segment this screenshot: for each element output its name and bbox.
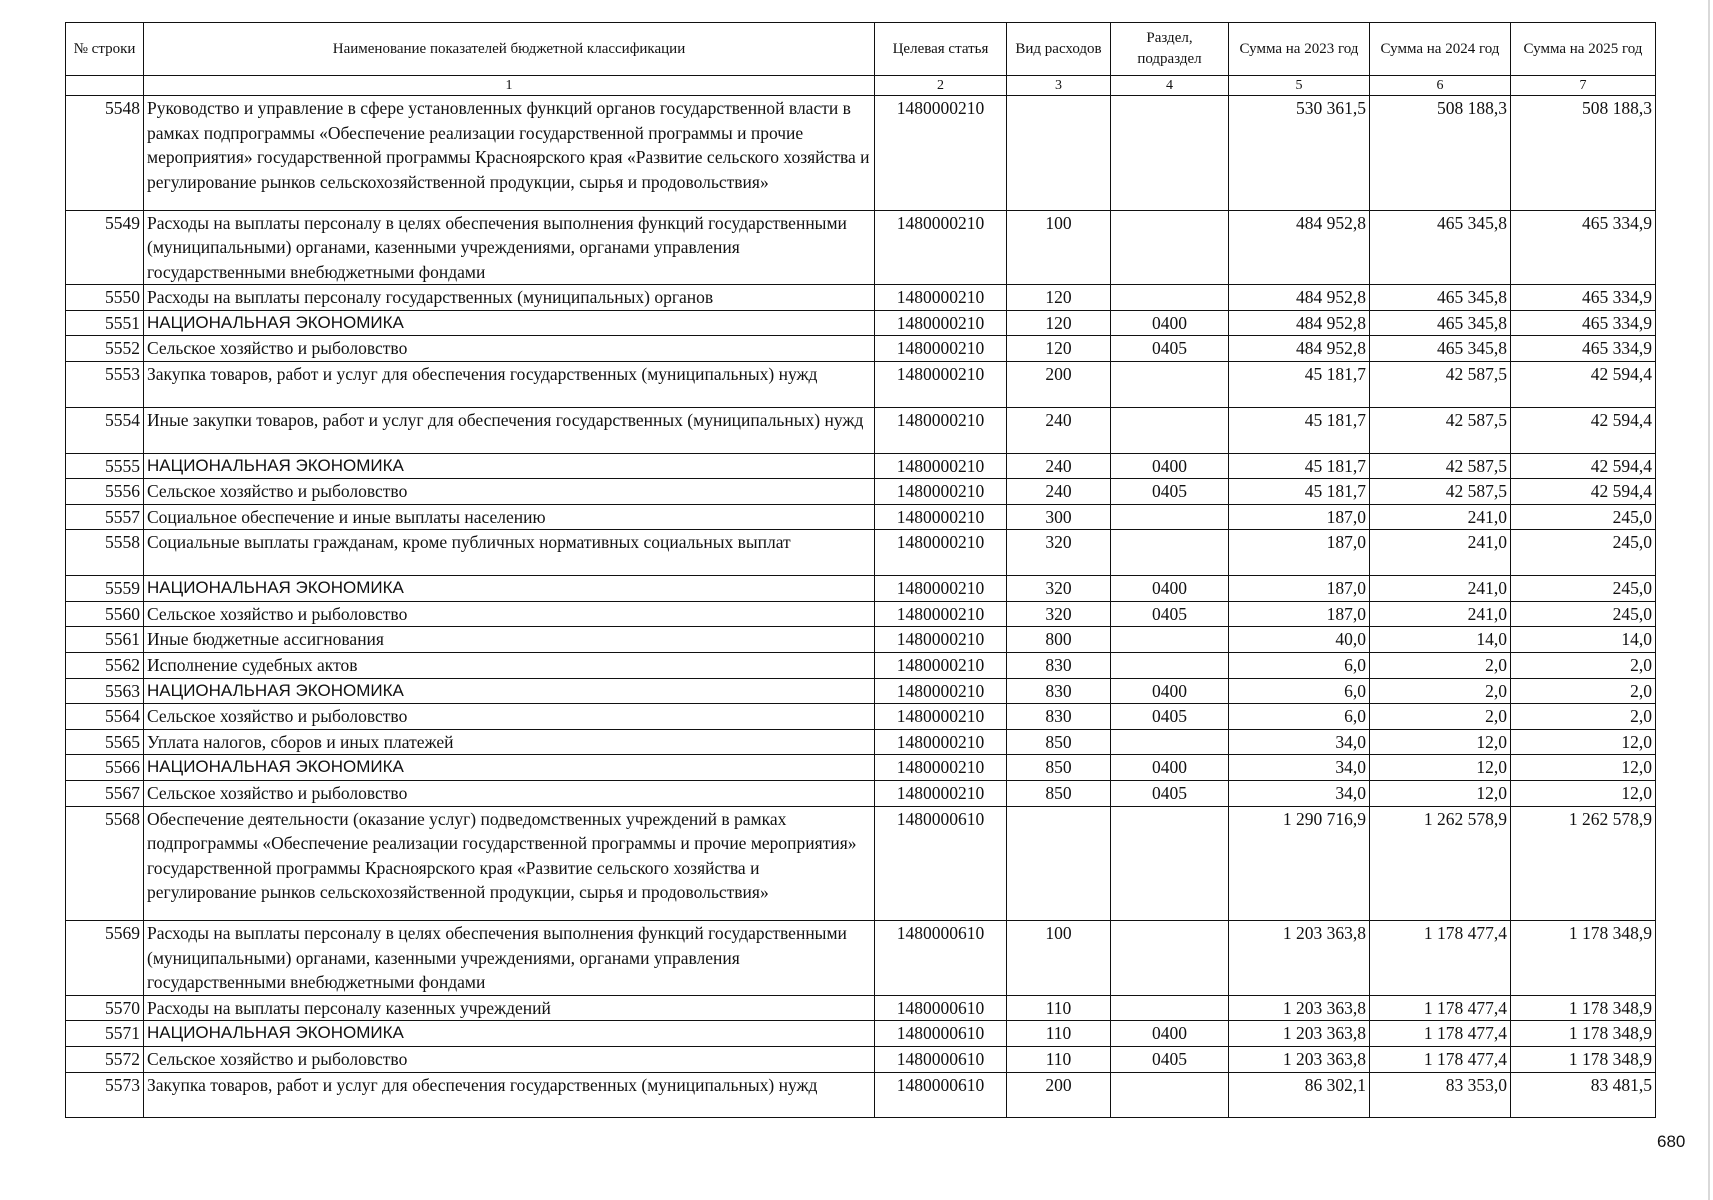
section-code (1111, 995, 1229, 1021)
indicator-name: НАЦИОНАЛЬНАЯ ЭКОНОМИКА (144, 576, 875, 602)
indicator-name: Уплата налогов, сборов и иных платежей (144, 729, 875, 755)
sum-2023: 484 952,8 (1229, 210, 1370, 285)
indicator-name: НАЦИОНАЛЬНАЯ ЭКОНОМИКА (144, 678, 875, 704)
section-code: 0400 (1111, 576, 1229, 602)
indicator-name: НАЦИОНАЛЬНАЯ ЭКОНОМИКА (144, 310, 875, 336)
expense-kind: 300 (1007, 504, 1111, 530)
section-code (1111, 806, 1229, 921)
table-row (66, 210, 1656, 285)
indicator-name: Расходы на выплаты персоналу в целях обеспечения выполнения функций государственными (муниципальными) органами, казенными учреждениями, органами управления государственными внебюджетными фондами (144, 210, 875, 285)
sum-2023: 34,0 (1229, 729, 1370, 755)
indicator-name: Иные бюджетные ассигнования (144, 627, 875, 653)
sum-2024: 465 345,8 (1370, 285, 1511, 311)
sum-2024: 42 587,5 (1370, 407, 1511, 453)
sum-2025: 12,0 (1511, 729, 1656, 755)
table-row (66, 285, 1656, 311)
row-number: 5561 (66, 627, 144, 653)
section-code: 0405 (1111, 704, 1229, 730)
sum-2023: 530 361,5 (1229, 96, 1370, 211)
sum-2023: 45 181,7 (1229, 407, 1370, 453)
section-code (1111, 653, 1229, 679)
sum-2025: 42 594,4 (1511, 479, 1656, 505)
header-expense-kind: Вид расходов (1007, 23, 1111, 76)
section-code (1111, 96, 1229, 211)
sum-2025: 245,0 (1511, 504, 1656, 530)
indicator-name: Сельское хозяйство и рыболовство (144, 336, 875, 362)
sum-2023: 6,0 (1229, 653, 1370, 679)
sum-2024: 2,0 (1370, 653, 1511, 679)
sum-2023: 45 181,7 (1229, 479, 1370, 505)
indicator-name: Социальное обеспечение и иные выплаты населению (144, 504, 875, 530)
sum-2023: 45 181,7 (1229, 362, 1370, 408)
target-article: 1480000210 (875, 576, 1007, 602)
row-number: 5558 (66, 530, 144, 576)
header-section: Раздел, подраздел (1111, 23, 1229, 76)
column-number-row (66, 76, 1656, 96)
row-number: 5568 (66, 806, 144, 921)
row-number: 5559 (66, 576, 144, 602)
target-article: 1480000210 (875, 453, 1007, 479)
table-row (66, 704, 1656, 730)
sum-2024: 12,0 (1370, 755, 1511, 781)
target-article: 1480000210 (875, 96, 1007, 211)
section-code (1111, 362, 1229, 408)
section-code: 0405 (1111, 336, 1229, 362)
target-article: 1480000210 (875, 310, 1007, 336)
row-number: 5549 (66, 210, 144, 285)
indicator-name: Сельское хозяйство и рыболовство (144, 704, 875, 730)
sum-2025: 1 178 348,9 (1511, 921, 1656, 996)
indicator-name: Расходы на выплаты персоналу в целях обеспечения выполнения функций государственными (муниципальными) органами, казенными учреждениями, органами управления государственными внебюджетными фондами (144, 921, 875, 996)
row-number: 5571 (66, 1021, 144, 1047)
target-article: 1480000610 (875, 921, 1007, 996)
indicator-name: Закупка товаров, работ и услуг для обеспечения государственных (муниципальных) нужд (144, 362, 875, 408)
row-number: 5562 (66, 653, 144, 679)
sum-2024: 465 345,8 (1370, 336, 1511, 362)
section-code: 0405 (1111, 780, 1229, 806)
section-code (1111, 1072, 1229, 1118)
expense-kind: 120 (1007, 310, 1111, 336)
sum-2025: 14,0 (1511, 627, 1656, 653)
row-number: 5564 (66, 704, 144, 730)
section-code (1111, 921, 1229, 996)
table-row (66, 453, 1656, 479)
expense-kind: 110 (1007, 1047, 1111, 1073)
indicator-name: Иные закупки товаров, работ и услуг для обеспечения государственных (муниципальных) нужд (144, 407, 875, 453)
row-number: 5550 (66, 285, 144, 311)
expense-kind (1007, 806, 1111, 921)
sum-2023: 34,0 (1229, 755, 1370, 781)
expense-kind: 320 (1007, 576, 1111, 602)
target-article: 1480000210 (875, 407, 1007, 453)
sum-2025: 12,0 (1511, 755, 1656, 781)
target-article: 1480000610 (875, 1021, 1007, 1047)
sum-2024: 1 178 477,4 (1370, 995, 1511, 1021)
table-row (66, 995, 1656, 1021)
sum-2023: 484 952,8 (1229, 310, 1370, 336)
row-number: 5565 (66, 729, 144, 755)
column-number: 4 (1111, 76, 1229, 96)
row-number: 5570 (66, 995, 144, 1021)
sum-2024: 241,0 (1370, 504, 1511, 530)
header-target-article: Целевая статья (875, 23, 1007, 76)
sum-2025: 1 178 348,9 (1511, 995, 1656, 1021)
section-code (1111, 729, 1229, 755)
indicator-name: Закупка товаров, работ и услуг для обеспечения государственных (муниципальных) нужд (144, 1072, 875, 1118)
sum-2025: 42 594,4 (1511, 453, 1656, 479)
table-row (66, 530, 1656, 576)
table-row (66, 921, 1656, 996)
expense-kind: 240 (1007, 479, 1111, 505)
table-row (66, 601, 1656, 627)
sum-2024: 42 587,5 (1370, 479, 1511, 505)
target-article: 1480000210 (875, 780, 1007, 806)
sum-2025: 465 334,9 (1511, 336, 1656, 362)
table-row (66, 678, 1656, 704)
row-number: 5552 (66, 336, 144, 362)
sum-2024: 2,0 (1370, 704, 1511, 730)
row-number: 5572 (66, 1047, 144, 1073)
target-article: 1480000210 (875, 653, 1007, 679)
row-number: 5563 (66, 678, 144, 704)
column-number: 5 (1229, 76, 1370, 96)
row-number: 5557 (66, 504, 144, 530)
expense-kind: 830 (1007, 678, 1111, 704)
section-code: 0400 (1111, 310, 1229, 336)
sum-2025: 508 188,3 (1511, 96, 1656, 211)
table-row (66, 576, 1656, 602)
sum-2023: 1 203 363,8 (1229, 995, 1370, 1021)
expense-kind (1007, 96, 1111, 211)
table-row (66, 729, 1656, 755)
row-number: 5566 (66, 755, 144, 781)
sum-2025: 1 262 578,9 (1511, 806, 1656, 921)
column-number (66, 76, 144, 96)
table-body (66, 96, 1656, 1118)
sum-2024: 1 178 477,4 (1370, 1021, 1511, 1047)
expense-kind: 320 (1007, 601, 1111, 627)
budget-classification-table (65, 22, 1656, 1118)
sum-2025: 12,0 (1511, 780, 1656, 806)
column-number: 7 (1511, 76, 1656, 96)
expense-kind: 200 (1007, 1072, 1111, 1118)
table-row (66, 806, 1656, 921)
expense-kind: 120 (1007, 285, 1111, 311)
section-code (1111, 210, 1229, 285)
expense-kind: 850 (1007, 729, 1111, 755)
sum-2023: 187,0 (1229, 576, 1370, 602)
sum-2024: 1 262 578,9 (1370, 806, 1511, 921)
row-number: 5569 (66, 921, 144, 996)
expense-kind: 110 (1007, 995, 1111, 1021)
sum-2024: 42 587,5 (1370, 453, 1511, 479)
table-row (66, 1021, 1656, 1047)
table-row (66, 96, 1656, 211)
row-number: 5567 (66, 780, 144, 806)
sum-2024: 241,0 (1370, 530, 1511, 576)
section-code (1111, 407, 1229, 453)
expense-kind: 200 (1007, 362, 1111, 408)
sum-2023: 484 952,8 (1229, 336, 1370, 362)
table-row (66, 362, 1656, 408)
sum-2025: 465 334,9 (1511, 210, 1656, 285)
sum-2023: 6,0 (1229, 704, 1370, 730)
sum-2025: 2,0 (1511, 678, 1656, 704)
indicator-name: Расходы на выплаты персоналу государственных (муниципальных) органов (144, 285, 875, 311)
table-row (66, 310, 1656, 336)
column-number: 6 (1370, 76, 1511, 96)
table-row (66, 504, 1656, 530)
expense-kind: 120 (1007, 336, 1111, 362)
target-article: 1480000210 (875, 479, 1007, 505)
sum-2023: 40,0 (1229, 627, 1370, 653)
sum-2025: 245,0 (1511, 576, 1656, 602)
sum-2023: 187,0 (1229, 601, 1370, 627)
indicator-name: Обеспечение деятельности (оказание услуг) подведомственных учреждений в рамках подпрограммы «Обеспечение реализации государственной программы и прочие мероприятия» государственной программы Красноярского края «Развитие сельского хозяйства и регулирование рынков сельскохозяйственной продукции, сырья и продовольствия» (144, 806, 875, 921)
indicator-name: НАЦИОНАЛЬНАЯ ЭКОНОМИКА (144, 453, 875, 479)
sum-2024: 241,0 (1370, 601, 1511, 627)
section-code: 0405 (1111, 1047, 1229, 1073)
row-number: 5554 (66, 407, 144, 453)
target-article: 1480000610 (875, 995, 1007, 1021)
section-code (1111, 530, 1229, 576)
scan-edge-line (1708, 0, 1710, 1200)
section-code: 0400 (1111, 755, 1229, 781)
expense-kind: 100 (1007, 210, 1111, 285)
target-article: 1480000210 (875, 601, 1007, 627)
expense-kind: 110 (1007, 1021, 1111, 1047)
sum-2025: 2,0 (1511, 653, 1656, 679)
section-code: 0405 (1111, 479, 1229, 505)
section-code: 0400 (1111, 1021, 1229, 1047)
indicator-name: Руководство и управление в сфере установленных функций органов государственной власти в рамках подпрограммы «Обеспечение реализации государственной программы и прочие мероприятия» государственной программы Красноярского края «Развитие сельского хозяйства и регулирование рынков сельскохозяйственной продукции, сырья и продовольствия» (144, 96, 875, 211)
row-number: 5551 (66, 310, 144, 336)
sum-2024: 241,0 (1370, 576, 1511, 602)
sum-2023: 86 302,1 (1229, 1072, 1370, 1118)
sum-2025: 2,0 (1511, 704, 1656, 730)
expense-kind: 320 (1007, 530, 1111, 576)
indicator-name: Сельское хозяйство и рыболовство (144, 601, 875, 627)
column-number: 2 (875, 76, 1007, 96)
expense-kind: 830 (1007, 704, 1111, 730)
sum-2025: 245,0 (1511, 601, 1656, 627)
section-code: 0400 (1111, 678, 1229, 704)
sum-2023: 1 203 363,8 (1229, 921, 1370, 996)
target-article: 1480000210 (875, 678, 1007, 704)
sum-2025: 245,0 (1511, 530, 1656, 576)
section-code (1111, 504, 1229, 530)
section-code: 0400 (1111, 453, 1229, 479)
sum-2023: 1 203 363,8 (1229, 1021, 1370, 1047)
target-article: 1480000210 (875, 704, 1007, 730)
target-article: 1480000210 (875, 627, 1007, 653)
table-row (66, 627, 1656, 653)
indicator-name: Расходы на выплаты персоналу казенных учреждений (144, 995, 875, 1021)
section-code: 0405 (1111, 601, 1229, 627)
header-sum-2023: Сумма на 2023 год (1229, 23, 1370, 76)
sum-2023: 1 290 716,9 (1229, 806, 1370, 921)
row-number: 5573 (66, 1072, 144, 1118)
sum-2025: 1 178 348,9 (1511, 1021, 1656, 1047)
section-code (1111, 285, 1229, 311)
indicator-name: Исполнение судебных актов (144, 653, 875, 679)
row-number: 5556 (66, 479, 144, 505)
row-number: 5555 (66, 453, 144, 479)
table-row (66, 1072, 1656, 1118)
expense-kind: 100 (1007, 921, 1111, 996)
expense-kind: 240 (1007, 453, 1111, 479)
expense-kind: 850 (1007, 780, 1111, 806)
header-indicator-name: Наименование показателей бюджетной классификации (144, 23, 875, 76)
sum-2024: 465 345,8 (1370, 210, 1511, 285)
budget-table-container (65, 22, 1655, 1118)
sum-2024: 465 345,8 (1370, 310, 1511, 336)
sum-2023: 187,0 (1229, 504, 1370, 530)
indicator-name: НАЦИОНАЛЬНАЯ ЭКОНОМИКА (144, 755, 875, 781)
target-article: 1480000210 (875, 755, 1007, 781)
target-article: 1480000610 (875, 1072, 1007, 1118)
target-article: 1480000210 (875, 285, 1007, 311)
page-number: 680 (1657, 1132, 1686, 1151)
table-row (66, 479, 1656, 505)
expense-kind: 830 (1007, 653, 1111, 679)
target-article: 1480000210 (875, 362, 1007, 408)
sum-2025: 465 334,9 (1511, 310, 1656, 336)
sum-2024: 508 188,3 (1370, 96, 1511, 211)
indicator-name: Социальные выплаты гражданам, кроме публичных нормативных социальных выплат (144, 530, 875, 576)
table-header-row (66, 23, 1656, 76)
sum-2023: 45 181,7 (1229, 453, 1370, 479)
row-number: 5548 (66, 96, 144, 211)
table-row (66, 653, 1656, 679)
sum-2025: 83 481,5 (1511, 1072, 1656, 1118)
sum-2025: 465 334,9 (1511, 285, 1656, 311)
sum-2025: 1 178 348,9 (1511, 1047, 1656, 1073)
sum-2024: 2,0 (1370, 678, 1511, 704)
sum-2023: 187,0 (1229, 530, 1370, 576)
table-row (66, 755, 1656, 781)
target-article: 1480000210 (875, 336, 1007, 362)
sum-2024: 14,0 (1370, 627, 1511, 653)
expense-kind: 850 (1007, 755, 1111, 781)
target-article: 1480000610 (875, 1047, 1007, 1073)
header-sum-2024: Сумма на 2024 год (1370, 23, 1511, 76)
target-article: 1480000210 (875, 729, 1007, 755)
target-article: 1480000210 (875, 210, 1007, 285)
sum-2024: 42 587,5 (1370, 362, 1511, 408)
target-article: 1480000210 (875, 504, 1007, 530)
table-row (66, 407, 1656, 453)
sum-2024: 83 353,0 (1370, 1072, 1511, 1118)
indicator-name: Сельское хозяйство и рыболовство (144, 780, 875, 806)
sum-2024: 12,0 (1370, 780, 1511, 806)
sum-2024: 1 178 477,4 (1370, 1047, 1511, 1073)
table-row (66, 780, 1656, 806)
table-row (66, 1047, 1656, 1073)
sum-2024: 1 178 477,4 (1370, 921, 1511, 996)
target-article: 1480000210 (875, 530, 1007, 576)
expense-kind: 800 (1007, 627, 1111, 653)
sum-2023: 1 203 363,8 (1229, 1047, 1370, 1073)
row-number: 5553 (66, 362, 144, 408)
indicator-name: НАЦИОНАЛЬНАЯ ЭКОНОМИКА (144, 1021, 875, 1047)
indicator-name: Сельское хозяйство и рыболовство (144, 1047, 875, 1073)
sum-2023: 6,0 (1229, 678, 1370, 704)
row-number: 5560 (66, 601, 144, 627)
column-number: 1 (144, 76, 875, 96)
target-article: 1480000610 (875, 806, 1007, 921)
column-number: 3 (1007, 76, 1111, 96)
sum-2023: 34,0 (1229, 780, 1370, 806)
expense-kind: 240 (1007, 407, 1111, 453)
header-row-number: № строки (66, 23, 144, 76)
sum-2023: 484 952,8 (1229, 285, 1370, 311)
sum-2024: 12,0 (1370, 729, 1511, 755)
sum-2025: 42 594,4 (1511, 407, 1656, 453)
section-code (1111, 627, 1229, 653)
indicator-name: Сельское хозяйство и рыболовство (144, 479, 875, 505)
header-sum-2025: Сумма на 2025 год (1511, 23, 1656, 76)
table-row (66, 336, 1656, 362)
sum-2025: 42 594,4 (1511, 362, 1656, 408)
